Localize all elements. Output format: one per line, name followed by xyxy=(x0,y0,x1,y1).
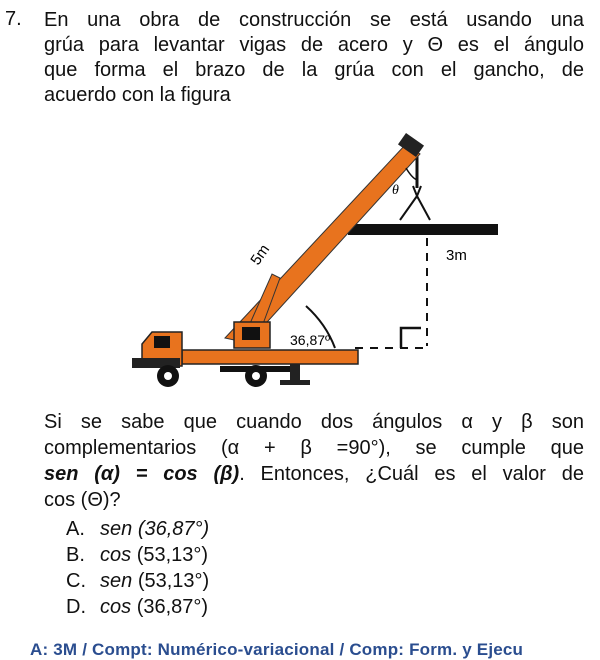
option-func: sen xyxy=(100,518,133,540)
intro-line-4: acuerdo con la figura xyxy=(44,84,231,106)
body-line-3 xyxy=(44,462,584,487)
theta-angle-arc xyxy=(406,168,417,180)
option-arg: (36,87°) xyxy=(137,518,210,540)
identity-expression: sen (α) = cos (β) xyxy=(44,463,240,485)
intro-line-2: grúa para levantar vigas de acero y Θ es el ángulo xyxy=(44,34,584,56)
intro-line-1: En una obra de construcción se está usando una xyxy=(44,9,584,31)
option-arg: (53,13°) xyxy=(137,570,210,592)
height-label: 3m xyxy=(446,247,467,264)
option-letter: B. xyxy=(66,544,85,566)
answer-options xyxy=(66,516,209,620)
truck-chassis xyxy=(182,350,358,364)
base-angle-label: 36,87º xyxy=(290,332,331,348)
option-func: cos xyxy=(100,596,132,618)
option-letter: A. xyxy=(66,518,85,540)
wheel-front-hub xyxy=(164,372,172,380)
option-func: cos xyxy=(100,544,132,566)
outrigger xyxy=(290,364,300,382)
theta-label: θ xyxy=(392,183,399,198)
footer-metadata: A: 3M / Compt: Numérico-variacional / Comp: Form. y Ejecu xyxy=(30,640,524,659)
option-letter: D. xyxy=(66,596,86,618)
option-func: sen xyxy=(100,570,133,592)
option-b[interactable] xyxy=(66,542,209,568)
boom-length-label: 5m xyxy=(247,241,274,269)
truck-window xyxy=(154,336,170,348)
option-letter: C. xyxy=(66,570,86,592)
body-line-4: cos (Θ)? xyxy=(44,489,121,511)
option-arg: (53,13°) xyxy=(136,544,209,566)
question-number: 7. xyxy=(5,8,22,30)
cab-window xyxy=(242,327,260,340)
crane-figure xyxy=(130,128,510,398)
option-a[interactable] xyxy=(66,516,209,542)
wheel-rear-hub xyxy=(252,372,260,380)
right-angle-mark xyxy=(401,328,421,348)
option-arg: (36,87°) xyxy=(136,596,209,618)
intro-line-3: que forma el brazo de la grúa con el gancho, de xyxy=(44,59,584,81)
body-line-3-rest: . Entonces, ¿Cuál es el valor de xyxy=(239,463,584,485)
rear-axle xyxy=(220,366,290,372)
option-d[interactable] xyxy=(66,594,209,620)
outrigger-pad xyxy=(280,380,310,385)
steel-beam xyxy=(348,224,498,235)
body-line-1: Si se sabe que cuando dos ángulos α y β son xyxy=(44,411,584,433)
body-line-2: complementarios (α + β =90°), se cumple que xyxy=(44,437,584,459)
option-c[interactable] xyxy=(66,568,209,594)
hook-icon xyxy=(400,186,430,220)
